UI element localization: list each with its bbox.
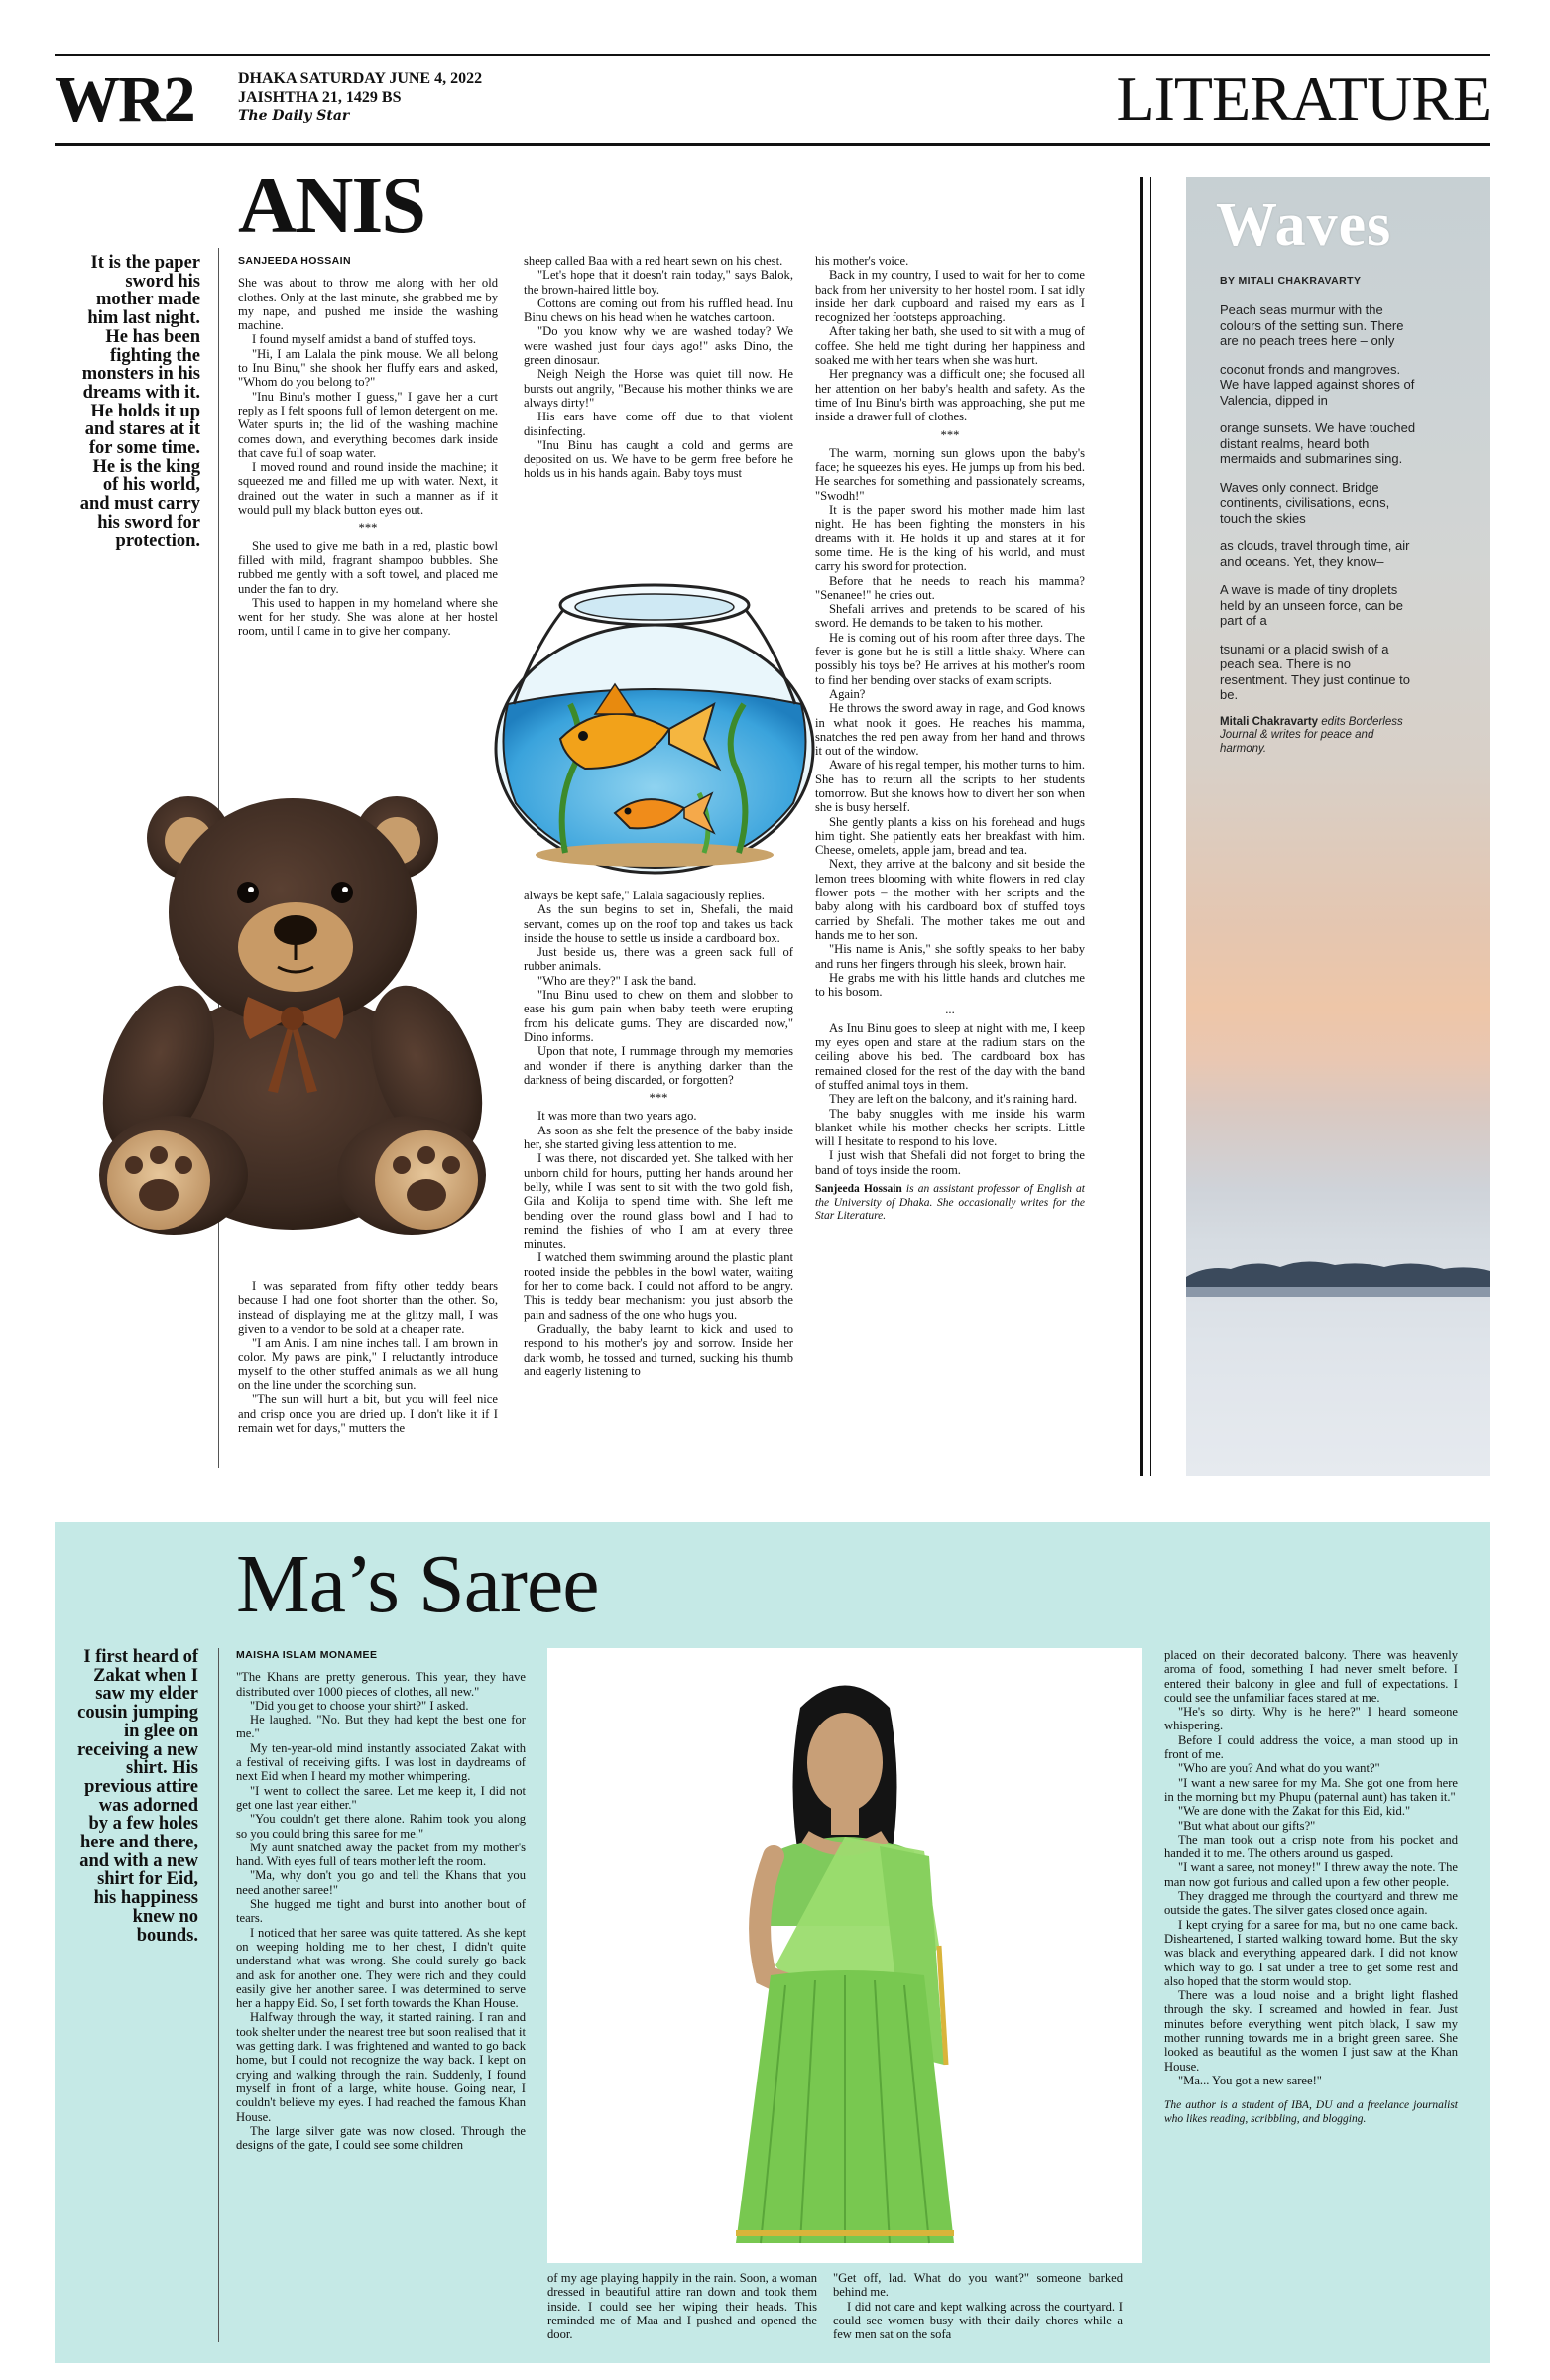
saree-kicker: I first heard of Zakat when I saw my elder cousin jumping in glee on receiving a new shirt. His previous attire was adorned by a few holes here and there, and with a new shirt for Eid, his happiness knew no bounds. [77,1647,198,1946]
paragraph: "He's so dirty. Why is he here?" I heard someone whispering. [1164,1705,1458,1733]
shoreline-icon [1186,1248,1490,1297]
section-break: ... [945,1003,955,1017]
paragraph: I noticed that her saree was quite tattered. As she kept on weeping holding me to her chest, I didn't quite understand what was wrong. She could surely go back and ask for another one. They were rich and they could easily give her another saree. I was determined to serve her a happy Eid. So, I set forth towards the Khan House. [236,1925,526,2011]
anis-kicker: It is the paper sword his mother made him last night. He has been fighting the monsters in his dreams with it. He holds it up and stares at it for some time. He is the king of his world, and must carry his sword for protection. [79,253,200,551]
paragraph: This used to happen in my homeland where she went for her study. She was alone at her hostel room, until I came in to give her company. [238,595,498,639]
paragraph: of my age playing happily in the rain. Soon, a woman dressed in beautiful attire ran down and took them inside. I could see her wiping their heads. This reminded me of Maa and I pushed and opened the door. [547,2271,817,2342]
anis-author-bio [815,1183,1085,1224]
paragraph: It is the paper sword his mother made him last night. He has been fighting the monsters in his dreams with it. He holds it up and stares at it for some time. He is the king of his world, and must carry his sword for protection. [815,503,1085,574]
stanza: coconut fronds and mangroves. We have lapped against shores of Valencia, dipped in [1220,361,1415,408]
date: DHAKA SATURDAY JUNE 4, 2022 [238,70,483,87]
anis-column-2-top [524,254,793,481]
paragraph: As the sun begins to set in, Shefali, the maid servant, comes up on the roof top and takes us back inside the house to settle us inside a cardboard box. [524,902,793,945]
paragraph: He grabs me with his little hands and clutches me to his bosom. [815,970,1085,1000]
paragraph: "Inu Binu used to chew on them and slobber to ease his gum pain when baby teeth were erupting from his delicate gums. They are discarded now," Dino informs. [524,988,793,1044]
page-code: WR2 [55,63,194,136]
paragraph: The baby snuggles with me inside his warm blanket while his mother checks her scripts. Little will I hesitate to respond to his love. [815,1106,1085,1149]
paragraph: She hugged me tight and burst into another bout of tears. [236,1897,526,1926]
paragraph: "Inu Binu has caught a cold and germs are deposited on us. We have to be germ free before he holds us in his hands again. Baby toys must [524,437,793,481]
paragraph: He laughed. "No. But they had kept the best one for me." [236,1713,526,1741]
anis-column-1-top [238,254,498,639]
saree-woman-icon [547,1648,1142,2263]
woman-in-green-saree-illustration [547,1648,1142,2263]
waves-author-bio [1220,716,1418,757]
paragraph: He throws the sword away in rage, and God knows in what nook it goes. He reaches his mamma, snatches the red pen away from her hand and throws it out of the window. [815,701,1085,759]
paragraph: "Do you know why we are washed today? We were washed just four days ago!" asks Dino, the green dinosaur. [524,324,793,368]
paragraph: My ten-year-old mind instantly associated Zakat with a festival of receiving gifts. I was lost in daydreams of next Eid when I heard my mother whimpering. [236,1740,526,1784]
paragraph: I found myself amidst a band of stuffed toys. [252,332,477,347]
paragraph: She was about to throw me along with her old clothes. Only at the last minute, she grabbed me by my nape, and pushed me inside the washing machine. [238,276,498,333]
anis-column-2-bottom [524,889,793,1378]
anis-column-3 [815,254,1085,1224]
section-break: *** [940,427,960,442]
paragraph: Aware of his regal temper, his mother turns to him. She has to return all the scripts to her students tomorrow. But she knows how to divert her son when she is busy herself. [815,758,1085,815]
paragraph: Just beside us, there was a green sack full of rubber animals. [524,945,793,974]
teddy-bear-photo [79,783,506,1240]
paragraph: The large silver gate was now closed. Through the designs of the gate, I could see some children [236,2123,526,2153]
saree-byline: MAISHA ISLAM MONAMEE [236,1649,378,1661]
waves-poem-panel [1186,177,1490,1476]
paragraph: "I want a saree, not money!" I threw away the note. The man now got furious and called upon a few other people. [1164,1860,1458,1889]
bio-name: Mitali Chakravarty [1220,715,1319,728]
stanza: Peach seas murmur with the colours of the setting sun. There are no peach trees here – only [1220,302,1404,348]
saree-column-4 [1164,1648,1458,2126]
paragraph: Gradually, the baby learnt to kick and used to respond to his mother's joy and sorrow. Inside her dark womb, he tossed and turned, sucking his thumb and eagerly listening to [524,1321,793,1378]
paragraph: After taking her bath, she used to sit with a mug of coffee. She held me tight during her happiness and soaked me with her tears when she was hurt. [815,324,1085,368]
waves-byline: BY MITALI CHAKRAVARTY [1220,275,1362,287]
paragraph: Next, they arrive at the balcony and sit beside the lemon trees blooming with white flowers in red clay flower pots – the mother with her scripts and the baby along with his cardboard box of stuffed toys carried by Shefali. The mother takes me out and hands me to her son. [815,857,1085,942]
paragraph: "Let's hope that it doesn't rain today," says Balok, the brown-haired little boy. [524,268,793,297]
paragraph: "Who are they?" I ask the band. [537,973,697,988]
anis-title: ANIS [238,160,424,250]
paragraph: They are left on the balcony, and it's raining hard. [829,1092,1078,1107]
paragraph: placed on their decorated balcony. There was heavenly aroma of food, something I had never smelt before. I entered their balcony in glee and full of expectations. I could see the unfamiliar faces stared at me. [1164,1648,1458,1705]
paragraph: I was there, not discarded yet. She talked with her unborn child for hours, putting her hands around her belly, while I was sent to sit with the two gold fish, Gila and Kolija to spend time with. She left me bending over the round glass bowl and I had to remind the fishies of who I am at every three minutes. [524,1151,793,1251]
dateline [238,69,482,126]
paragraph: "But what about our gifts?" [1178,1818,1316,1833]
paragraph: Before that he needs to reach his mamma? "Senanee!" he cries out. [815,573,1085,602]
paragraph: He is coming out of his room after three days. The fever is gone but he is still a little shaky. Where can possibly his toys be? He arrives at his mother's room to find her bending over stacks of exam scripts. [815,630,1085,687]
saree-column-3 [833,2271,1123,2341]
paragraph: "I am Anis. I am nine inches tall. I am brown in color. My paws are pink," I reluctantly introduce myself to the other stuffed animals as we all hung on the line under the scorching sun. [238,1336,498,1393]
anis-column-1-bottom [238,1279,498,1435]
saree-column-1 [236,1648,526,2152]
saree-column-2 [547,2271,817,2341]
paragraph: As Inu Binu goes to sleep at night with me, I keep my eyes open and stare at the radium stars on the ceiling above his bed. The cardboard box has remained closed for the rest of the day with the band of stuffed animal toys in them. [815,1020,1085,1092]
paragraph: "The Khans are pretty generous. This year, they have distributed over 1000 pieces of clothes, all new." [236,1670,526,1699]
bio-text: edits Borderless Journal & writes for peace and harmony. [1220,715,1403,755]
waves-title: Waves [1216,191,1392,259]
paragraph: She used to give me bath in a red, plastic bowl filled with mild, fragrant shampoo bubbles. She rubbed me gently with a soft towel, and placed me under the fan to dry. [238,538,498,596]
section-break: *** [649,1091,668,1106]
fishbowl-icon [466,565,843,883]
paragraph: It was more than two years ago. [537,1109,697,1124]
paragraph: They dragged me through the courtyard and threw me outside the gates. The silver gates closed once again. [1164,1889,1458,1918]
goldfish-bowl-illustration [466,565,843,883]
stanza: Waves only connect. Bridge continents, civilisations, eons, touch the skies [1220,479,1390,526]
paragraph: "You couldn't get there alone. Rahim took you along so you could bring this saree for me." [236,1812,526,1841]
section-title: LITERATURE [1116,63,1490,134]
paper-name: The Daily Star [238,108,350,124]
paragraph: "We are done with the Zakat for this Eid, kid." [1178,1804,1411,1819]
paragraph: Upon that note, I rummage through my memories and wonder if there is anything darker than the darkness of being discarded, or forgotten? [524,1044,793,1087]
paragraph: "The sun will hurt a bit, but you will feel nice and crisp once you are dried up. I don't like it if I remain wet for days," mutters the [238,1392,498,1435]
paragraph: "Inu Binu's mother I guess," I gave her a curt reply as I felt spoons full of lemon detergent on me. Water spurts in; the lid of the washing machine comes down, and everything becomes dark inside that cave full of soap water. [238,389,498,460]
paragraph: "Hi, I am Lalala the pink mouse. We all belong to Inu Binu," she shook her fluffy ears and asked, "Whom do you belong to?" [238,346,498,390]
paragraph: My aunt snatched away the packet from my mother's hand. With eyes full of tears mother left the room. [236,1840,526,1869]
paragraph: Before I could address the voice, a man stood up in front of me. [1164,1732,1458,1762]
paragraph: "Ma... You got a new saree!" [1178,2073,1322,2087]
stanza: orange sunsets. We have touched distant realms, heard both mermaids and submarines sing. [1220,420,1416,466]
paragraph: "Ma, why don't you go and tell the Khans that you need another saree!" [236,1868,526,1897]
paragraph: "Did you get to choose your shirt?" I asked. [250,1698,469,1713]
section-break: *** [358,521,378,536]
paragraph: "Who are you? And what do you want?" [1178,1761,1380,1776]
teddy-bear-icon [79,783,506,1240]
paragraph: I watched them swimming around the plastic plant rooted inside the pebbles in the bowl water, waiting for her to come back. I could not afford to be angry. This is teddy bear mechanism: you just absorb the pain and sadness of the one who hugs you. [524,1250,793,1322]
paragraph: The warm, morning sun glows upon the baby's face; he squeezes his eyes. He jumps up from his bed. He searches for something and passionately screams, "Swodh!" [815,445,1085,503]
bangla-date: JAISHTHA 21, 1429 BS [238,89,402,106]
anis-byline: SANJEEDA HOSSAIN [238,255,351,267]
paragraph: As soon as she felt the presence of the baby inside her, she started giving less attention to me. [524,1123,793,1152]
paragraph: "Get off, lad. What do you want?" someone barked behind me. [833,2271,1123,2300]
paragraph: Again? [829,686,866,701]
paragraph: sheep called Baa with a red heart sewn on his chest. [524,254,783,268]
paragraph: Neigh Neigh the Horse was quiet till now. He bursts out angrily, "Because his mother thinks we are always dirty!" [524,367,793,410]
paragraph: His ears have come off due to that violent disinfecting. [524,410,793,438]
paragraph: I just wish that Shefali did not forget to bring the band of toys inside the room. [815,1148,1085,1177]
paragraph: She gently plants a kiss on his forehead and hugs him tight. She patiently eats her breakfast with him. Cheese, omelets, apple jam, bread and tea. [815,814,1085,858]
saree-title: Ma’s Saree [236,1538,599,1630]
paragraph: Cottons are coming out from his ruffled head. Inu Binu chews on his head when he watches cartoon. [524,296,793,325]
paragraph: There was a loud noise and a bright light flashed through the sky. I screamed and howled in fear. Just minutes before everything went pitch black, I saw my mother running towards me in a bright green saree. She looked as beautiful as the women I just saw at the Khan House. [1164,1988,1458,2074]
paragraph: Halfway through the way, it started raining. I ran and took shelter under the nearest tree but soon realised that it was getting dark. I was frightened and wanted to go back home, but I could not recognize the way back. I kept on crying and walking through the rain. Suddenly, I found myself in front of a large, white house. Going near, I couldn't believe my eyes. I had reached the famous Khan House. [236,2010,526,2124]
bio-text: is an assistant professor of English at the University of Dhaka. She occasionally writes for the Star Literature. [815,1183,1085,1222]
paragraph: Shefali arrives and pretends to be scared of his sword. He demands to be taken to his mother. [815,602,1085,631]
paragraph: always be kept safe," Lalala sagaciously replies. [524,889,765,902]
paragraph: his mother's voice. [815,254,909,268]
paragraph: Back in my country, I used to wait for her to come back from her university to her hostel room. I sat idly inside her dark cupboard and raised my ears as I recognized her footsteps approaching. [815,268,1085,325]
paragraph: I was separated from fifty other teddy bears because I had one foot shorter than the other. So, instead of displaying me at the glitzy mall, I was given to a vendor to be sold at a cheaper rate. [238,1279,498,1336]
paragraph: Her pregnancy was a difficult one; she focused all her attention on her baby's health and safety. As the time of Inu Binu's birth was approaching, she put me inside a drawer full of clothes. [815,367,1085,424]
paragraph: I kept crying for a saree for ma, but no one came back. Disheartened, I started walking toward home. But the sky was black and everything appeared dark. I did not know which way to go. I sat under a tree to get some rest and also hoped that the storm would stop. [1164,1917,1458,1988]
paragraph: "I went to collect the saree. Let me keep it, I did not get one last year either." [236,1783,526,1812]
stanza: A wave is made of tiny droplets held by an unseen force, can be part of a [1220,582,1404,628]
paragraph: The man took out a crisp note from his pocket and handed it to me. The others around us gasped. [1164,1832,1458,1861]
bio-name: Sanjeeda Hossain [815,1183,902,1195]
paragraph: "His name is Anis," she softly speaks to her baby and runs her fingers through his sleek, brown hair. [815,942,1085,971]
stanza: tsunami or a placid swish of a peach sea. There is no resentment. They just continue to be. [1220,641,1410,702]
paragraph: I did not care and kept walking across the courtyard. I could see women busy with their daily chores while a few men sat on the sofa [833,2299,1123,2342]
paragraph: I moved round and round inside the machine; it squeezed me and filled me up with water. Next, it drained out the water in such a manner as if it would pull my black button eyes out. [238,460,498,518]
saree-author-bio: The author is a student of IBA, DU and a freelance journalist who likes reading, scribbling, and blogging. [1164,2099,1458,2125]
stanza: as clouds, travel through time, air and oceans. Yet, they know– [1220,538,1410,569]
waves-poem [1220,302,1418,769]
paragraph: "I want a new saree for my Ma. She got one from here in the morning but my Phupu (paternal aunt) has taken it." [1164,1775,1458,1804]
